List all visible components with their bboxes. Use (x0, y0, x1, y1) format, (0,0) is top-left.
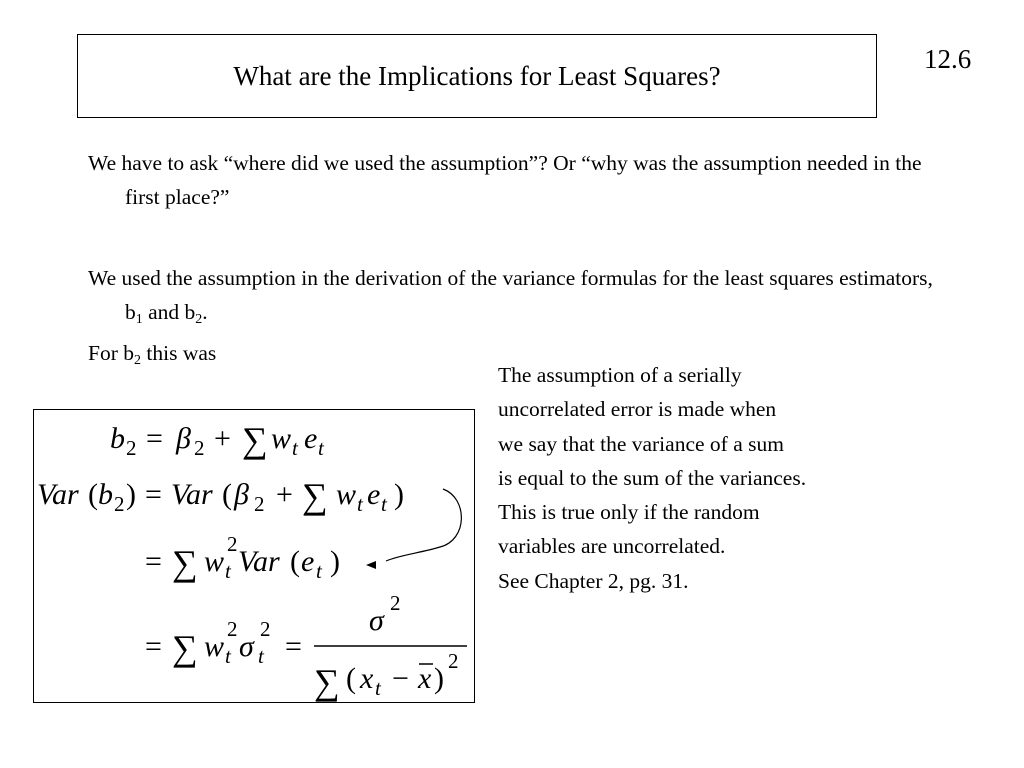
para3-subscript: 2 (134, 353, 141, 368)
eq3-paren-left: ( (290, 545, 300, 578)
slide-title: What are the Implications for Least Squares? (233, 60, 721, 91)
eq3-sum: ∑ (172, 543, 198, 583)
arrowhead-icon (366, 561, 376, 569)
subscript-2: 2 (195, 312, 203, 327)
eq2-paren-left: ( (88, 478, 98, 511)
eq4-sum: ∑ (172, 628, 198, 668)
eq1-beta: β (176, 422, 191, 455)
slide-number: 12.6 (924, 44, 972, 74)
eq4-num-sup: 2 (390, 591, 401, 615)
eq1-w: w (271, 422, 292, 455)
eq1-beta-sub: 2 (194, 436, 205, 460)
eq1-equals: = (146, 422, 163, 455)
eq2-e-sub: t (381, 492, 387, 516)
eq1-sum: ∑ (242, 420, 268, 460)
eq2-b-sub: 2 (114, 492, 125, 516)
eq1-plus: + (214, 422, 231, 455)
eq4-den-minus: − (392, 662, 409, 695)
eq4-den-x: x (360, 662, 374, 695)
eq3-e-sub: t (316, 559, 322, 583)
eq4-num-sigma: σ (369, 604, 384, 637)
eq4-sigma-sub: t (258, 644, 264, 668)
eq3-e: e (301, 545, 315, 578)
note-line: The assumption of a serially (498, 363, 742, 387)
para2-mid: and b (142, 300, 196, 324)
para3-prefix: For b (88, 341, 134, 365)
para2-text: We used the assumption in the derivation of the variance formulas for the least squares estimators, b (88, 266, 933, 324)
eq2-w-sub: t (357, 492, 363, 516)
eq3-var: Var (238, 545, 280, 578)
eq2-paren-right-2: ) (394, 478, 404, 511)
eq2-sum: ∑ (302, 476, 328, 516)
paragraph-assumption-question: We have to ask “where did we used the assumption”? Or “why was the assumption needed in the first place?” (88, 151, 922, 209)
eq1-w-sub: t (292, 436, 298, 460)
eq4-den-paren-right: ) (434, 662, 444, 695)
eq3-w-sub: t (225, 559, 231, 583)
note-line: See Chapter 2, pg. 31. (498, 568, 689, 593)
eq2-w: w (336, 478, 357, 511)
eq2-var-right: Var (171, 478, 213, 511)
eq1-e: e (304, 422, 318, 455)
eq2-b: b (98, 478, 113, 511)
eq2-paren-left-2: ( (222, 478, 232, 511)
eq2-beta: β (234, 478, 249, 511)
eq4-den-xbar: x (418, 662, 432, 695)
eq2-var-left: Var (37, 478, 79, 511)
eq2-equals: = (145, 478, 162, 511)
eq3-paren-right: ) (330, 545, 340, 578)
eq4-w: w (204, 630, 225, 663)
eq4-equals: = (145, 630, 162, 663)
note-line: is equal to the sum of the variances. (498, 465, 807, 490)
eq4-den-x-sub: t (375, 676, 381, 700)
eq4-den-sup: 2 (448, 649, 459, 673)
eq4-den-sum: ∑ (314, 662, 340, 702)
eq3-equals: = (145, 545, 162, 578)
eq2-plus: + (276, 478, 293, 511)
eq3-w: w (204, 545, 225, 578)
eq4-sigma: σ (239, 630, 254, 663)
eq4-w-sup: 2 (227, 617, 238, 641)
eq1-e-sub: t (318, 436, 324, 460)
subscript-1: 1 (135, 312, 143, 327)
para3-suffix: this was (141, 341, 217, 365)
eq1-sub-2: 2 (126, 436, 137, 460)
connector-curve (386, 489, 461, 561)
eq1-b: b (110, 422, 125, 455)
note-line: uncorrelated error is made when (498, 397, 777, 422)
note-line: we say that the variance of a sum (498, 431, 784, 456)
para2-end: . (202, 300, 208, 324)
eq2-paren-right: ) (126, 478, 136, 511)
eq4-equals-2: = (285, 630, 302, 663)
eq2-beta-sub: 2 (254, 492, 265, 516)
eq4-sigma-sup: 2 (260, 617, 271, 641)
note-line: This is true only if the random (498, 500, 760, 525)
eq4-w-sub: t (225, 644, 231, 668)
eq4-den-paren-left: ( (346, 662, 356, 695)
eq2-e: e (367, 478, 381, 511)
note-line: variables are uncorrelated. (498, 534, 726, 559)
eq3-w-sup: 2 (227, 532, 238, 556)
